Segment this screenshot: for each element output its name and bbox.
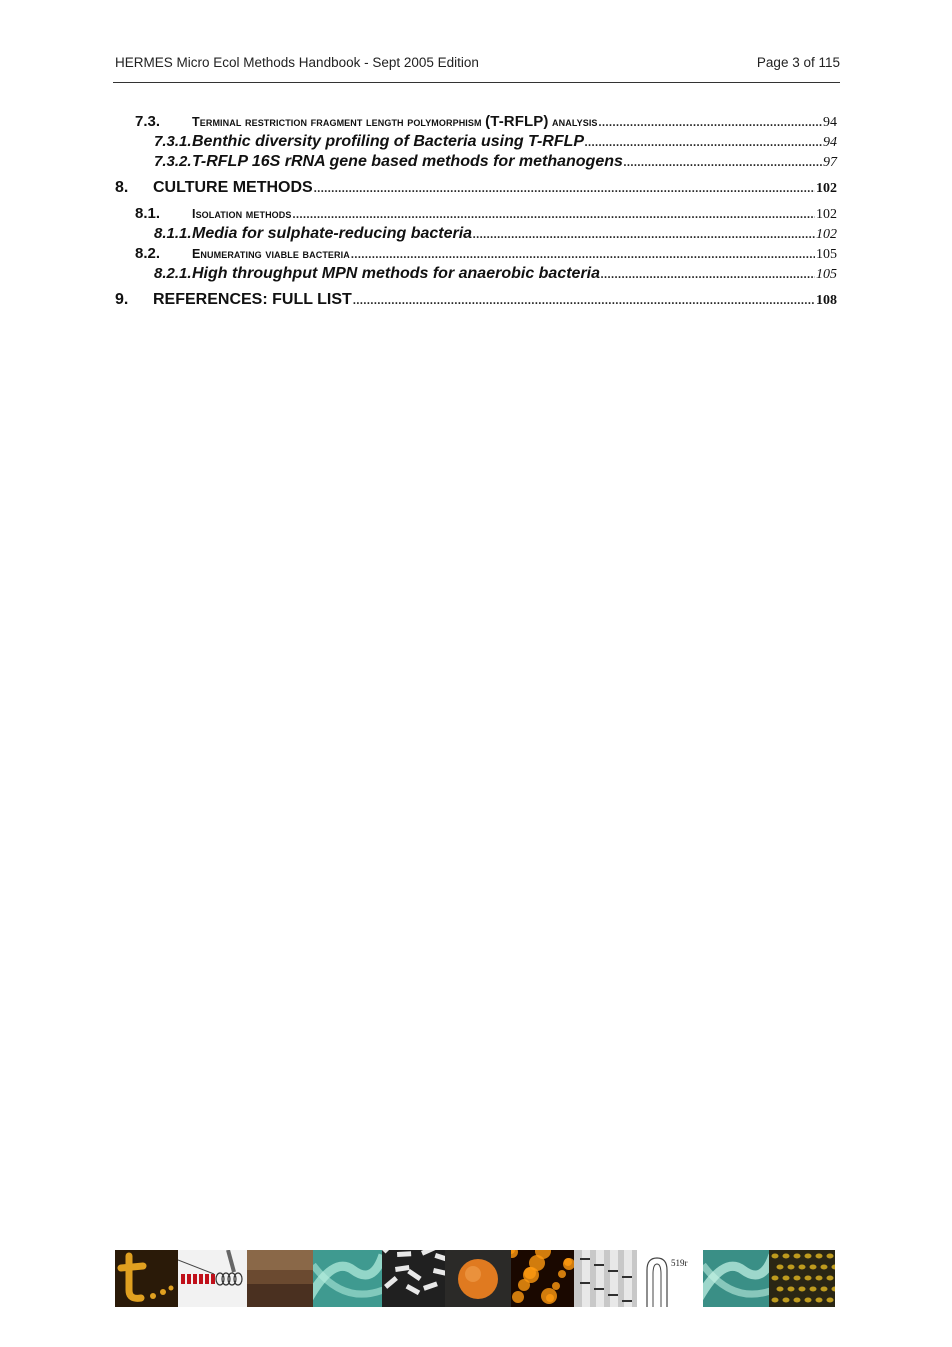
- yellow-cells-tile: [769, 1250, 835, 1307]
- toc-number: 7.3.2.: [154, 153, 192, 170]
- toc-entry-7-3-2[interactable]: [115, 153, 837, 173]
- toc-number: 8.2.: [135, 245, 161, 262]
- toc-number: 8.1.: [135, 205, 161, 222]
- toc-entry-8-1-1[interactable]: [115, 225, 837, 245]
- toc-number: 7.3.: [135, 113, 161, 130]
- toc-number: 8.2.1.: [154, 265, 192, 282]
- toc-page: 102: [816, 227, 837, 242]
- toc-entry-8-2[interactable]: [115, 245, 837, 265]
- dot-leader: [353, 293, 815, 308]
- toc-entry-7-3-1[interactable]: [115, 133, 837, 153]
- toc-title: Isolation methods: [192, 207, 292, 221]
- toc-title: T-RFLP 16S rRNA gene based methods for methanogens: [192, 153, 623, 170]
- toc-number: 8.1.1.: [154, 225, 192, 242]
- toc-entry-8-2-1[interactable]: [115, 265, 837, 285]
- gel-bands-tile: [574, 1250, 637, 1307]
- toc-page: 105: [816, 267, 837, 282]
- toc-title: Enumerating viable bacteria: [192, 247, 350, 261]
- tile-label: 519r: [671, 1258, 688, 1268]
- toc-page: 97: [823, 155, 837, 170]
- dot-leader: [314, 181, 815, 196]
- table-of-contents: [115, 113, 837, 313]
- toc-page: 102: [816, 207, 837, 222]
- toc-title: CULTURE METHODS: [153, 179, 313, 196]
- filament-green-tile: [703, 1250, 769, 1307]
- dot-leader: [601, 267, 815, 282]
- header-title: HERMES Micro Ecol Methods Handbook - Sept 2005 Edition: [115, 55, 479, 70]
- toc-title: Media for sulphate-reducing bacteria: [192, 225, 473, 242]
- toc-entry-8[interactable]: [115, 179, 837, 201]
- header-divider: [113, 82, 840, 83]
- toc-title: Benthic diversity profiling of Bacteria using T-RFLP: [192, 133, 585, 150]
- page-number: Page 3 of 115: [756, 55, 840, 70]
- page-header: [115, 55, 840, 70]
- toc-number: 7.3.1.: [154, 133, 192, 150]
- fluorescence-tile: [511, 1250, 574, 1307]
- toc-entry-8-1[interactable]: [115, 205, 837, 225]
- gel-diagram-tile: [178, 1250, 247, 1307]
- toc-page: 105: [816, 247, 837, 262]
- dot-leader: [624, 155, 822, 170]
- dot-leader: [585, 135, 822, 150]
- toc-entry-9[interactable]: [115, 291, 837, 313]
- bacteria-sem-tile: [382, 1250, 445, 1307]
- sediment-core-tile: [247, 1250, 313, 1307]
- dot-leader: [351, 247, 815, 262]
- toc-number: 9.: [115, 291, 129, 308]
- toc-page: 108: [816, 293, 837, 308]
- toc-page: 94: [823, 115, 837, 130]
- toc-page: 94: [823, 135, 837, 150]
- dot-leader: [599, 115, 822, 130]
- filament-micrograph-tile: [313, 1250, 382, 1307]
- toc-number: 8.: [115, 179, 129, 196]
- toc-title: REFERENCES: FULL LIST: [153, 291, 352, 308]
- dot-leader: [292, 207, 815, 222]
- orange-colony-tile: [445, 1250, 511, 1307]
- toc-entry-7-3[interactable]: [115, 113, 837, 133]
- toc-title: High throughput MPN methods for anaerobic bacteria: [192, 265, 601, 282]
- rna-structure-tile: [637, 1250, 703, 1307]
- colony-letter-tile: [115, 1250, 178, 1307]
- toc-page: 102: [816, 181, 837, 196]
- dot-leader: [473, 227, 815, 242]
- toc-title: Terminal restriction fragment length polymorphism (T-RFLP) analysis: [192, 113, 598, 130]
- footer-image-strip: [115, 1250, 835, 1307]
